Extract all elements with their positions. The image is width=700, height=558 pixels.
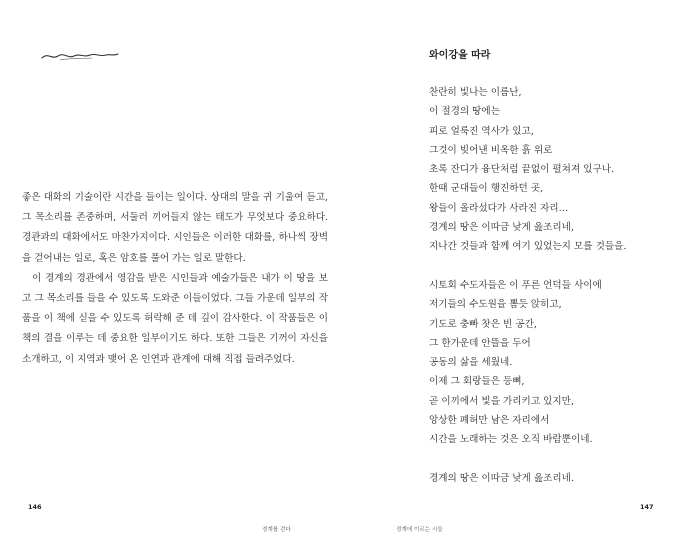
poem-line: 찬란히 빛나는 이름난, (429, 87, 522, 98)
running-footer-left: 경계를 걷다 (262, 527, 291, 533)
poem-line: 초록 잔디가 융단처럼 끝없이 펼쳐져 있구나. (429, 164, 615, 176)
stanza-break (429, 450, 689, 469)
poem-line: 저기들의 수도원을 뽐듯 앉히고, (429, 299, 562, 311)
stanza-1 (429, 83, 689, 257)
poem-line: 앙상한 폐허만 남은 자리에서 (429, 415, 550, 427)
right-page (350, 0, 700, 558)
body-text (22, 188, 328, 370)
poem-line: 지나간 것들과 함께 여기 있었는지 모를 것들을. (429, 241, 627, 253)
poem-line: 경계의 땅은 이따금 낮게 읊조리네. (429, 472, 574, 484)
poem-line: 왕들이 올라섰다가 사라진 자리… (429, 202, 569, 214)
running-footer-right: 경계에 이르는 시들 (396, 527, 443, 533)
poem-line: 경계의 땅은 이따금 낮게 읊조리네, (429, 222, 574, 234)
poem-line: 공동의 삶을 세웠네. (429, 357, 513, 369)
poem-line: 기도로 충빠 찻은 빈 공간, (429, 318, 537, 330)
poem-line: 그 한가운데 안뜰을 두어 (429, 337, 531, 349)
poem-line: 곧 이끼에서 빛을 가리키고 있지만, (429, 395, 574, 407)
poem-line: 시토회 수도자들은 이 푸른 언덕들 사이에 (429, 279, 602, 291)
poem-line: 이제 그 회랑들은 등뼈, (429, 376, 525, 388)
poem-line: 피로 얼룩진 역사가 있고, (429, 125, 534, 137)
stanza-2 (429, 276, 689, 450)
page-number-right: 147 (640, 503, 654, 511)
poem-line: 그것이 빚어낸 비옥한 흙 위로 (429, 144, 553, 156)
squiggle-decoration-icon (40, 46, 120, 66)
poem (429, 83, 689, 488)
stanza-break (429, 257, 689, 276)
page-number-left: 146 (28, 503, 42, 511)
poem-title: 와이강을 따라 (429, 50, 491, 61)
poem-line: 한때 군대들이 행진하던 곳, (429, 183, 544, 195)
paragraph-1: 좋은 대화의 기술이란 시간을 들이는 일이다. 상대의 말을 귀 기울여 듣고, 그 목소리를 존중하며, 서둘러 끼어들지 않는 태도가 무엇보다 중요하다. 경관과의 대화에서도 마찬가지이다. 시인들은 이러한 대화를, 하나씩 장벽을 걷어내는 일로, 혹은 암호를 풀어 가는 일로 말한다. (22, 192, 328, 264)
poem-line: 이 절경의 땅에는 (429, 106, 500, 118)
poem-line: 시간을 노래하는 것은 오직 바람뿐이네. (429, 434, 593, 446)
paragraph-2: 이 경계의 경관에서 영감을 받은 시인들과 예술가들은 내가 이 땅을 보고 그 목소리를 들을 수 있도록 도와준 이들이었다. 그들 가운데 일부의 작품을 이 책에 싣을 수 있도록 허락해 준 데 깊이 감사한다. 이 작품들은 이 책의 결을 이루는 데 중요한 일부이기도 하다. 또한 그들은 기꺼이 자신을 소개하고, 이 지역과 맺어 온 인연과 관계에 대해 직접 들려주었다. (22, 272, 328, 365)
stanza-3 (429, 469, 689, 488)
